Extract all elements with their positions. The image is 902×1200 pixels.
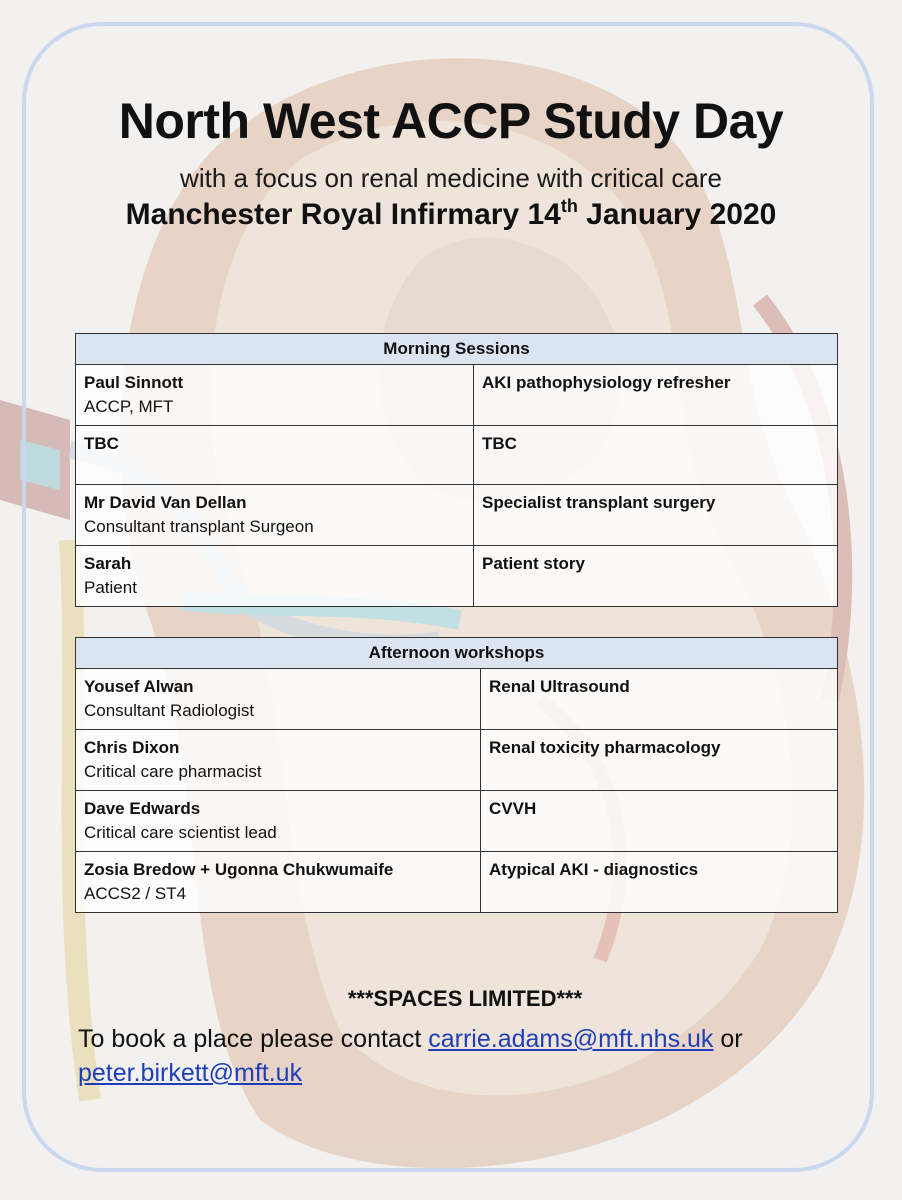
spaces-limited-notice: ***SPACES LIMITED*** <box>347 986 583 1011</box>
workshop-topic: Renal Ultrasound <box>481 669 838 730</box>
date-ordinal: th <box>560 196 578 216</box>
speaker-name: Yousef Alwan <box>84 677 194 696</box>
table-row <box>76 791 838 852</box>
venue-date-text: January 2020 <box>577 198 777 231</box>
venue-text: Manchester Royal Infirmary 14 <box>125 198 561 231</box>
session-topic: Specialist transplant surgery <box>474 485 838 546</box>
speaker-name: TBC <box>84 434 119 453</box>
morning-sessions-heading: Morning Sessions <box>76 334 838 365</box>
speaker-role: Consultant Radiologist <box>84 701 255 720</box>
morning-sessions-table <box>75 333 838 607</box>
table-row <box>76 426 838 485</box>
speaker-cell <box>76 426 474 485</box>
speaker-cell <box>76 730 481 791</box>
contact-text: To book a place please contact <box>78 1025 429 1053</box>
speaker-role: ACCP, MFT <box>84 397 174 416</box>
booking-contact <box>78 1022 838 1090</box>
session-topic: AKI pathophysiology refresher <box>474 365 838 426</box>
speaker-cell <box>76 485 474 546</box>
workshop-topic: Atypical AKI - diagnostics <box>481 852 838 913</box>
table-row <box>76 852 838 913</box>
afternoon-workshops-heading: Afternoon workshops <box>76 638 838 669</box>
email-link-carrie[interactable]: carrie.adams@mft.nhs.uk <box>428 1025 714 1053</box>
speaker-cell <box>76 791 481 852</box>
speaker-cell <box>76 365 474 426</box>
venue-date <box>0 198 902 232</box>
speaker-role: Critical care pharmacist <box>84 762 262 781</box>
speaker-role: Patient <box>84 578 137 597</box>
afternoon-workshops-table <box>75 637 838 913</box>
speaker-cell <box>76 852 481 913</box>
speaker-name: Zosia Bredow + Ugonna Chukwumaife <box>84 860 394 879</box>
table-row <box>76 546 838 607</box>
speaker-cell <box>76 669 481 730</box>
speaker-name: Sarah <box>84 554 132 573</box>
speaker-role: Consultant transplant Surgeon <box>84 517 314 536</box>
workshop-topic: CVVH <box>481 791 838 852</box>
session-topic: TBC <box>474 426 838 485</box>
speaker-role: ACCS2 / ST4 <box>84 884 187 903</box>
speaker-name: Mr David Van Dellan <box>84 493 247 512</box>
speaker-cell <box>76 546 474 607</box>
speaker-name: Paul Sinnott <box>84 373 184 392</box>
speaker-name: Chris Dixon <box>84 738 180 757</box>
table-row <box>76 365 838 426</box>
email-link-peter[interactable]: peter.birkett@mft.uk <box>78 1059 303 1087</box>
speaker-role: Critical care scientist lead <box>84 823 277 842</box>
page-title: North West ACCP Study Day <box>118 93 784 149</box>
table-row <box>76 485 838 546</box>
contact-or-text: or <box>713 1025 743 1053</box>
workshop-topic: Renal toxicity pharmacology <box>481 730 838 791</box>
table-row <box>76 669 838 730</box>
table-row <box>76 730 838 791</box>
speaker-name: Dave Edwards <box>84 799 201 818</box>
subtitle: with a focus on renal medicine with critical care <box>180 163 722 193</box>
session-topic: Patient story <box>474 546 838 607</box>
